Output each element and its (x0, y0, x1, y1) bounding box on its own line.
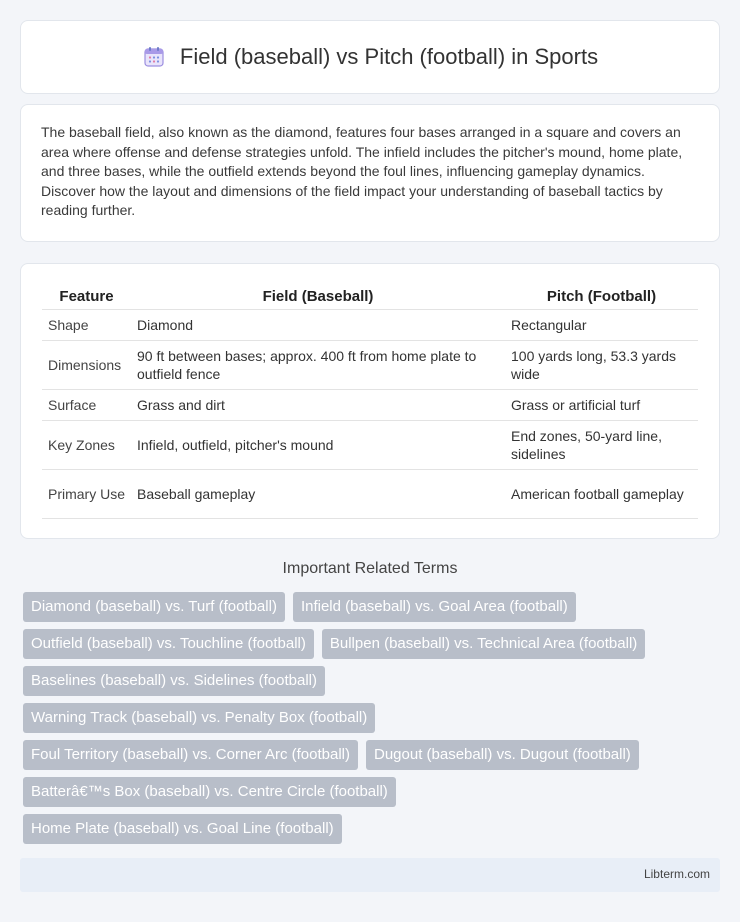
table-row (42, 470, 698, 519)
related-terms-title: Important Related Terms (282, 560, 458, 577)
table-cell: Baseball gameplay (131, 470, 505, 519)
footer (20, 858, 720, 892)
intro-text: The baseball field, also known as the diamond, features four bases arranged in a square and covers an area where offense and defense strategies unfold. The infield includes the pitcher's mound, home plate, and three bases, while the outfield extends beyond the foul lines, influencing gameplay dynamics. Discover how the layout and dimensions of the field impact your understanding of baseball tactics by reading further. (41, 124, 683, 218)
related-term-tag[interactable]: Dugout (baseball) vs. Dugout (football) (366, 740, 639, 770)
related-term-tag[interactable]: Warning Track (baseball) vs. Penalty Box (football) (23, 703, 375, 733)
table-cell: Surface (42, 390, 131, 421)
related-term-tag[interactable]: Foul Territory (baseball) vs. Corner Arc (football) (23, 740, 358, 770)
table-cell: Infield, outfield, pitcher's mound (131, 421, 505, 470)
table-cell: 100 yards long, 53.3 yards wide (505, 341, 698, 390)
intro-card (20, 104, 720, 242)
table-row (42, 390, 698, 421)
calendar-icon (142, 45, 166, 69)
table-row (42, 310, 698, 341)
table-cell: Dimensions (42, 341, 131, 390)
related-terms-list (23, 592, 723, 851)
table-cell: End zones, 50-yard line, sidelines (505, 421, 698, 470)
table-row (42, 421, 698, 470)
footer-site-link[interactable]: Libterm.com (643, 867, 710, 881)
table-header-field: Field (Baseball) (131, 284, 505, 310)
table-header-pitch: Pitch (Football) (505, 284, 698, 310)
table-row (42, 341, 698, 390)
related-term-tag[interactable]: Batterâ€™s Box (baseball) vs. Centre Circle (football) (23, 777, 396, 807)
table-header-row (42, 284, 698, 310)
table-cell: Shape (42, 310, 131, 341)
table-cell: Diamond (131, 310, 505, 341)
table-cell: American football gameplay (505, 470, 698, 519)
related-term-tag[interactable]: Baselines (baseball) vs. Sidelines (football) (23, 666, 325, 696)
related-term-tag[interactable]: Infield (baseball) vs. Goal Area (football) (293, 592, 576, 622)
table-cell: Grass or artificial turf (505, 390, 698, 421)
table-cell: Primary Use (42, 470, 131, 519)
table-cell: Grass and dirt (131, 390, 505, 421)
table-header-feature: Feature (42, 284, 131, 310)
comparison-table (42, 284, 698, 519)
related-term-tag[interactable]: Outfield (baseball) vs. Touchline (football) (23, 629, 314, 659)
page-title: Field (baseball) vs Pitch (football) in Sports (179, 44, 599, 69)
related-term-tag[interactable]: Diamond (baseball) vs. Turf (football) (23, 592, 285, 622)
title-card (20, 20, 720, 94)
table-cell: Key Zones (42, 421, 131, 470)
table-cell: Rectangular (505, 310, 698, 341)
comparison-table-card (20, 263, 720, 539)
related-term-tag[interactable]: Bullpen (baseball) vs. Technical Area (football) (322, 629, 645, 659)
table-cell: 90 ft between bases; approx. 400 ft from home plate to outfield fence (131, 341, 505, 390)
related-term-tag[interactable]: Home Plate (baseball) vs. Goal Line (football) (23, 814, 342, 844)
